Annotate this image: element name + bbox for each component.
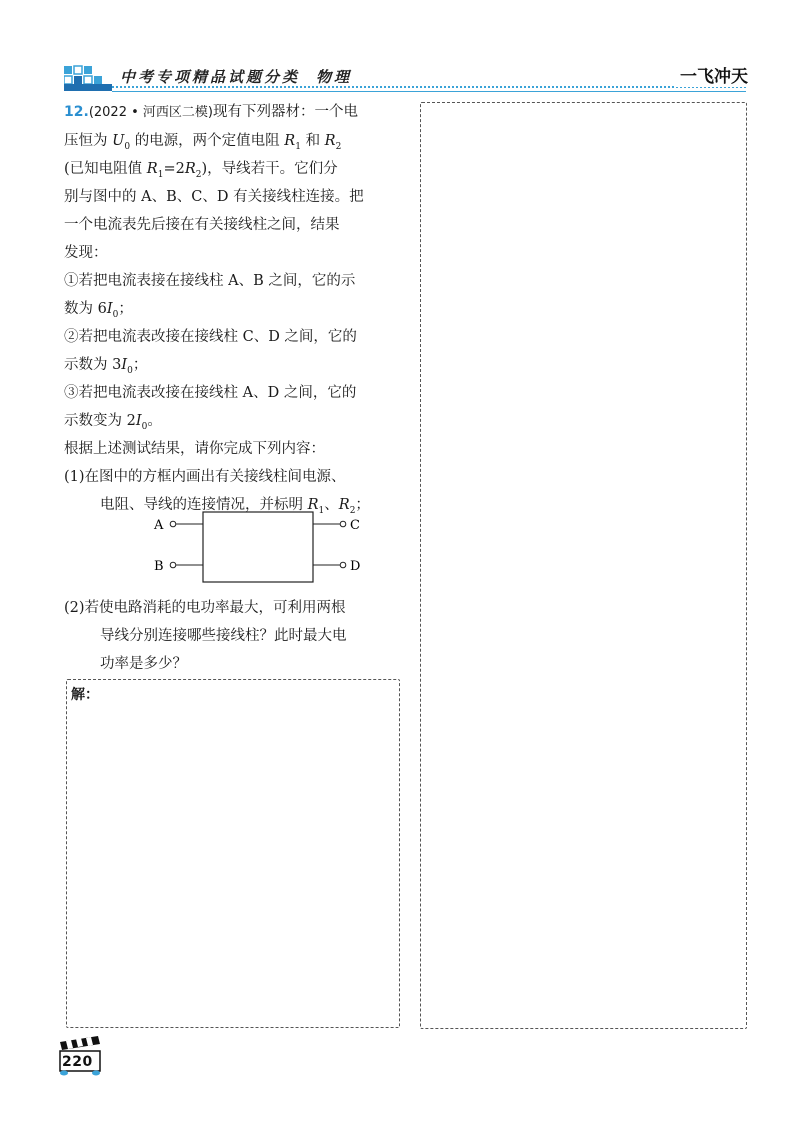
condition-3-line-2: 示数变为 $2I_0$。 <box>64 413 162 432</box>
condition-2-line-1: ②若把电流表改接在接线柱 C、D 之间，它的 <box>64 329 357 345</box>
condition-2-line-2: 示数为 $3I_0$； <box>64 357 148 376</box>
question-source: (2022 • 河西区二模) <box>88 105 213 120</box>
question-part-2 <box>64 594 404 678</box>
terminal-box-diagram <box>148 508 368 586</box>
condition-1-line-1: ①若把电流表接在接线柱 A、B 之间，它的示 <box>64 273 356 289</box>
terminal-d <box>340 562 346 568</box>
question-number: 12. <box>64 104 89 120</box>
part-2-line-1: (2)若使电路消耗的电功率最大，可利用两根 <box>64 600 346 616</box>
question-line-5: 一个电流表先后接在有关接线柱之间，结果 <box>64 217 340 233</box>
instruction-line: 根据上述测试结果，请你完成下列内容： <box>64 441 325 457</box>
terminal-a <box>170 521 176 527</box>
page-number-badge <box>58 1034 104 1076</box>
part-1-line-1: (1)在图中的方框内画出有关接线柱间电源、 <box>64 469 346 485</box>
page-header <box>60 60 750 96</box>
terminal-b <box>170 562 176 568</box>
question-line-4: 别与图中的 A、B、C、D 有关接线柱连接。把 <box>64 189 364 205</box>
question-line-1: 12.(2022 • 河西区二模)现有下列器材：一个电 <box>64 104 358 120</box>
terminal-label-c: C <box>350 518 360 533</box>
condition-3-line-1: ③若把电流表改接在接线柱 A、D 之间，它的 <box>64 385 357 401</box>
answer-label: 解： <box>71 687 99 703</box>
part-2-line-3: 功率是多少？ <box>100 656 187 672</box>
question-line-6: 发现： <box>64 245 108 261</box>
terminal-label-a: A <box>154 518 164 533</box>
question-12 <box>64 98 404 519</box>
header-dotted-rule <box>112 86 746 88</box>
right-blank-area[interactable] <box>420 102 747 1029</box>
header-solid-rule <box>112 91 746 92</box>
symbol-U0: $U_0$ <box>112 133 131 152</box>
part-2-line-2: 导线分别连接哪些接线柱？此时最大电 <box>100 628 347 644</box>
condition-1-line-2: 数为 $6I_0$； <box>64 301 133 320</box>
symbol-R1: $R_1$ <box>284 133 301 152</box>
part-1-line-2: 电阻、导线的连接情况，并标明 $R_1$、$R_2$； <box>100 497 370 516</box>
black-box <box>203 512 313 582</box>
page-number: 220 <box>62 1054 93 1070</box>
header-brand: 一飞冲天 <box>674 62 748 87</box>
header-series-title: 中考专项精品试题分类 <box>120 68 301 86</box>
terminal-c <box>340 521 346 527</box>
header-logo-icon <box>64 64 112 92</box>
answer-area[interactable] <box>66 679 400 1028</box>
header-title <box>120 66 352 87</box>
question-line-2: 压恒为 $U_0$ 的电源，两个定值电阻 $R_1$ 和 $R_2$ <box>64 133 342 152</box>
question-line-3: (已知电阻值 $R_1=2R_2$)，导线若干。它们分 <box>64 161 338 180</box>
header-subject: 物理 <box>316 68 353 86</box>
terminal-label-b: B <box>154 559 164 574</box>
symbol-R2: $R_2$ <box>324 133 342 152</box>
terminal-label-d: D <box>350 559 361 574</box>
